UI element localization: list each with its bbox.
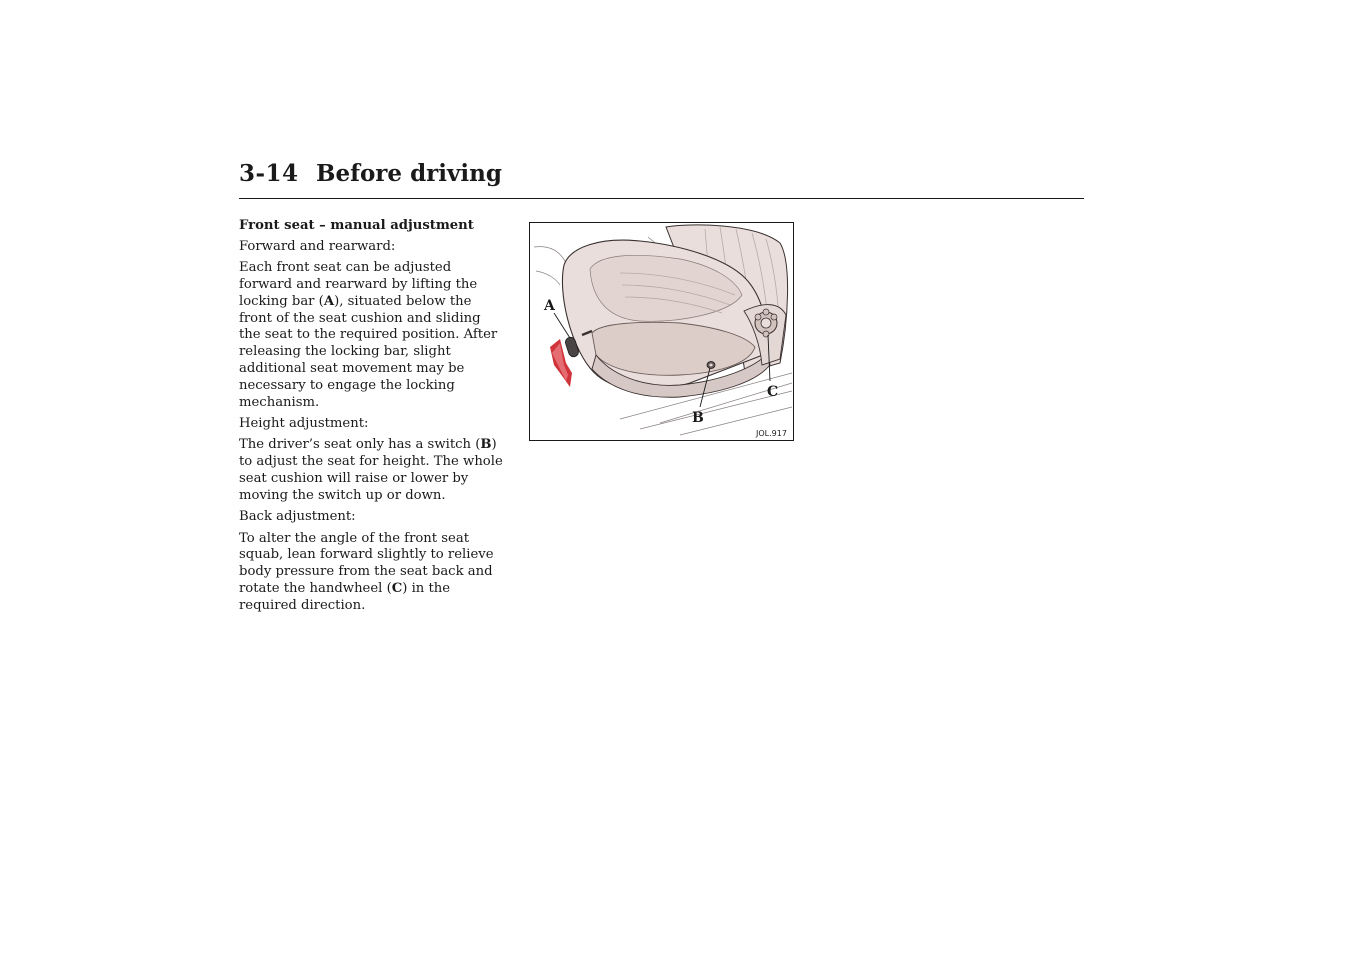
- paragraph-text: Height adjustment:: [239, 415, 369, 431]
- paragraph-text: ), situated below the front of the seat cushion and sliding the seat to the required position. After releasing the locking bar, slight additional seat movement may be necessary to engage the locking mechanism.: [239, 293, 498, 410]
- seat-illustration: [530, 223, 793, 440]
- callout-ref-a: A: [323, 293, 335, 309]
- paragraph-text: ) to adjust the seat for height. The whole seat cushion will raise or lower by moving the switch up or down.: [239, 437, 503, 503]
- section-heading: Front seat – manual adjustment: [239, 218, 474, 233]
- callout-ref-b: B: [480, 437, 492, 453]
- paragraph-text: Each front seat can be adjusted forward and rearward by lifting the locking bar (: [239, 260, 478, 309]
- paragraph-text: Back adjustment:: [239, 509, 356, 525]
- callout-label-c: C: [767, 384, 779, 400]
- paragraph-height-body: [239, 437, 505, 504]
- paragraph-forward-body: [239, 260, 505, 411]
- height-switch-icon: [707, 362, 715, 369]
- page-header: [239, 158, 1084, 199]
- paragraph-text: To alter the angle of the front seat squab, lean forward slightly to relieve body pressure from the seat back and rotate the handwheel (: [239, 530, 494, 596]
- figure-code: JOL.917: [756, 429, 787, 438]
- page-title: Before driving: [316, 160, 502, 187]
- paragraph-forward-label: [239, 239, 505, 256]
- seat-adjustment-figure: [529, 222, 794, 441]
- paragraph-text: ) in the required direction.: [239, 580, 451, 613]
- text-column: [239, 218, 505, 619]
- paragraph-height-label: [239, 416, 505, 433]
- page-number: 3-14: [239, 160, 299, 187]
- callout-ref-c: C: [391, 580, 403, 596]
- paragraph-text: The driver’s seat only has a switch (: [239, 437, 481, 453]
- callout-label-b: B: [692, 410, 704, 426]
- paragraph-text: Forward and rearward:: [239, 238, 396, 254]
- paragraph-back-body: [239, 531, 505, 615]
- callout-label-a: A: [544, 298, 555, 314]
- paragraph-back-label: [239, 509, 505, 526]
